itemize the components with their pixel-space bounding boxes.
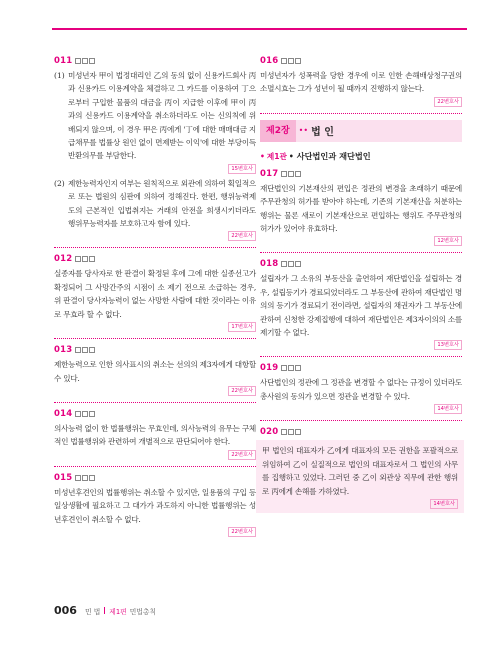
question-item <box>54 177 256 231</box>
divider <box>260 252 462 253</box>
check-box[interactable] <box>281 365 287 371</box>
question-015 <box>54 473 256 537</box>
question-number: 011 <box>54 56 73 66</box>
check-box[interactable] <box>281 261 287 267</box>
check-box[interactable] <box>288 261 294 267</box>
source-tag: 15변호사 <box>228 164 256 174</box>
checkbox-group <box>75 347 95 353</box>
source-tag: 22변호사 <box>228 450 256 460</box>
question-number: 014 <box>54 408 73 419</box>
checkbox-group <box>281 171 301 177</box>
question-014 <box>54 409 256 460</box>
question-number: 012 <box>54 254 73 265</box>
checkbox-group <box>75 58 95 64</box>
check-box[interactable] <box>75 58 81 64</box>
question-number: 019 <box>260 363 279 374</box>
checkbox-group <box>75 475 95 481</box>
check-box[interactable] <box>288 171 294 177</box>
divider <box>54 466 256 467</box>
check-box[interactable] <box>89 58 95 64</box>
check-box[interactable] <box>89 411 95 417</box>
check-box[interactable] <box>295 429 301 435</box>
check-box[interactable] <box>82 475 88 481</box>
question-018 <box>260 259 462 350</box>
question-text: 설립자가 그 소유의 부동산을 출연하여 재단법인을 설립하는 경우, 설립등기가 경료되었더라도 그 부동산에 관하여 재단법인 명의의 등기가 경료되기 전이라면, 설립자의 채권자가 그 부동산에 관하여 신청한 강제집행에 대하여 재단법인은 제3자이의의 소를 제기할 수 없다. <box>260 274 462 338</box>
source-tag: 22변호사 <box>228 231 256 241</box>
check-box[interactable] <box>281 429 287 435</box>
question-text: 재단법인의 기본재산의 편입은 정관의 변경을 초래하기 때문에 주무관청의 허가를 받아야 하는데, 기존의 기본재산을 처분하는 행위는 물론 새로이 기본재산으로 편입하는 행위도 주무관청의 허가가 있어야 유효하다. <box>260 183 462 234</box>
section-heading: • 제1관 • 사단법인과 재단법인 <box>260 150 371 161</box>
question-number: 013 <box>54 345 73 356</box>
question-text: 미성년후견인의 법률행위는 취소할 수 있지만, 일용품의 구입 등 일상생활에 필요하고 그 대가가 과도하지 아니한 법률행위는 성년후견인이 취소할 수 없다. <box>54 487 256 524</box>
check-box[interactable] <box>75 411 81 417</box>
check-box[interactable] <box>89 475 95 481</box>
part-label: 제1편 <box>109 607 127 616</box>
question-012 <box>54 254 256 332</box>
checkbox-group <box>281 261 301 267</box>
section-bullet: • <box>260 151 265 161</box>
divider <box>54 402 256 403</box>
check-box[interactable] <box>295 365 301 371</box>
question-item <box>54 69 256 163</box>
check-box[interactable] <box>89 256 95 262</box>
check-box[interactable] <box>295 58 301 64</box>
right-column <box>260 56 462 513</box>
source-tag: 14변호사 <box>434 404 462 414</box>
source-tag: 17변호사 <box>228 322 256 332</box>
question-text: 제한능력으로 인한 의사표시의 취소는 선의의 제3자에게 대항할 수 있다. <box>54 360 256 383</box>
item-marker: (1) <box>54 71 65 80</box>
chapter-name: 민법총칙 <box>129 607 156 616</box>
chapter-heading <box>260 120 462 142</box>
check-box[interactable] <box>288 429 294 435</box>
question-017 <box>260 169 462 247</box>
check-box[interactable] <box>82 347 88 353</box>
chapter-label: 제2장 <box>260 120 296 142</box>
section-label: 제1관 <box>266 151 287 161</box>
check-box[interactable] <box>295 171 301 177</box>
checkbox-group <box>281 58 301 64</box>
checkbox-group <box>281 429 301 435</box>
case-box <box>256 440 464 513</box>
check-box[interactable] <box>75 475 81 481</box>
check-box[interactable] <box>75 256 81 262</box>
question-text: 사단법인의 정관에 그 정관을 변경할 수 없다는 규정이 있더라도 총사원의 동의가 있으면 정관을 변경할 수 있다. <box>260 378 462 401</box>
checkbox-group <box>75 256 95 262</box>
question-text: 甲 법인의 대표자가 乙에게 대표자의 모든 권한을 포괄적으로 위임하여 乙이 실질적으로 법인의 대표자로서 그 법인의 사무를 집행하고 있었다. 그러던 중 乙이 외관상 직무에 관한 행위로 丙에게 손해를 가하였다. <box>262 446 458 496</box>
check-box[interactable] <box>281 171 287 177</box>
source-tag: 12변호사 <box>434 236 462 246</box>
check-box[interactable] <box>82 256 88 262</box>
divider <box>260 356 462 357</box>
check-box[interactable] <box>75 347 81 353</box>
top-rule <box>52 28 467 30</box>
question-011 <box>54 56 256 241</box>
section-title: 사단법인과 재단법인 <box>296 150 371 161</box>
question-header <box>54 56 256 66</box>
check-box[interactable] <box>89 347 95 353</box>
source-tag: 22변호사 <box>228 386 256 396</box>
divider <box>54 247 256 248</box>
check-box[interactable] <box>295 261 301 267</box>
source-tag: 22변호사 <box>434 97 462 107</box>
item-text: 제한능력자인지 여부는 원칙적으로 외관에 의하여 획일적으로 또는 법원의 심판에 의하여 정해진다. 한편, 행위능력제도의 근본적인 입법취지는 거래의 안전을 희생시키더라도 행위무능력자를 보호하고자 함에 있다. <box>68 178 256 229</box>
question-text: 실종자를 당사자로 한 판결이 확정된 후에 그에 대한 실종선고가 확정되어 그 사망간주의 시점이 소 제기 전으로 소급하는 경우, 위 판결이 당사자능력이 없는 사망한 사람에 대한 것이라는 이유로 무효라 할 수 없다. <box>54 269 256 319</box>
check-box[interactable] <box>82 58 88 64</box>
check-box[interactable] <box>288 58 294 64</box>
check-box[interactable] <box>281 58 287 64</box>
question-013 <box>54 345 256 396</box>
divider <box>260 420 462 421</box>
question-number: 016 <box>260 56 279 66</box>
left-column <box>54 56 256 537</box>
footer-separator <box>104 607 105 614</box>
check-box[interactable] <box>82 411 88 417</box>
divider <box>260 113 462 114</box>
question-number: 018 <box>260 259 279 270</box>
question-020 <box>260 427 462 513</box>
book-title: 민 법 <box>84 607 101 616</box>
page-number: 006 <box>54 604 77 617</box>
check-box[interactable] <box>288 365 294 371</box>
question-019 <box>260 363 462 414</box>
checkbox-group <box>75 411 95 417</box>
question-text: 의사능력 없이 한 법률행위는 무효인데, 의사능력의 유무는 구체적인 법률행위와 관련하여 개별적으로 판단되어야 한다. <box>54 423 256 447</box>
source-tag: 14변호사 <box>430 499 458 509</box>
page-footer <box>54 604 156 617</box>
chapter-title: 법 인 <box>311 127 334 139</box>
divider <box>54 338 256 339</box>
question-number: 017 <box>260 168 279 179</box>
question-number: 020 <box>260 427 279 438</box>
item-text: 미성년자 甲이 법정대리인 乙의 동의 없이 신용카드회사 丙과 신용카드 이용계약을 체결하고 그 카드를 이용하여 丁으로부터 구입한 물품의 대금을 丙이 지급한 이후에 甲이 丙과의 신용카드 이용계약을 취소하더라도 이는 신의칙에 위배되지 않으며, 이 경우 甲은 丙에게 '丁에 대한 매매대금 지급채무를 법률상 원인 없이 면제받는 이익'에 대한 부당이득반환의무를 부담한다. <box>68 71 256 161</box>
source-tag: 13변호사 <box>434 340 462 350</box>
checkbox-group <box>281 365 301 371</box>
source-tag: 22변호사 <box>228 527 256 537</box>
question-016 <box>260 56 462 107</box>
item-marker: (2) <box>54 178 65 188</box>
question-text: 미성년자가 성폭력을 당한 경우에 이로 인한 손해배상청구권의 소멸시효는 그가 성년이 될 때까지 진행하지 않는다. <box>260 71 462 94</box>
question-number: 015 <box>54 472 73 483</box>
chapter-dots: •• <box>298 126 309 136</box>
